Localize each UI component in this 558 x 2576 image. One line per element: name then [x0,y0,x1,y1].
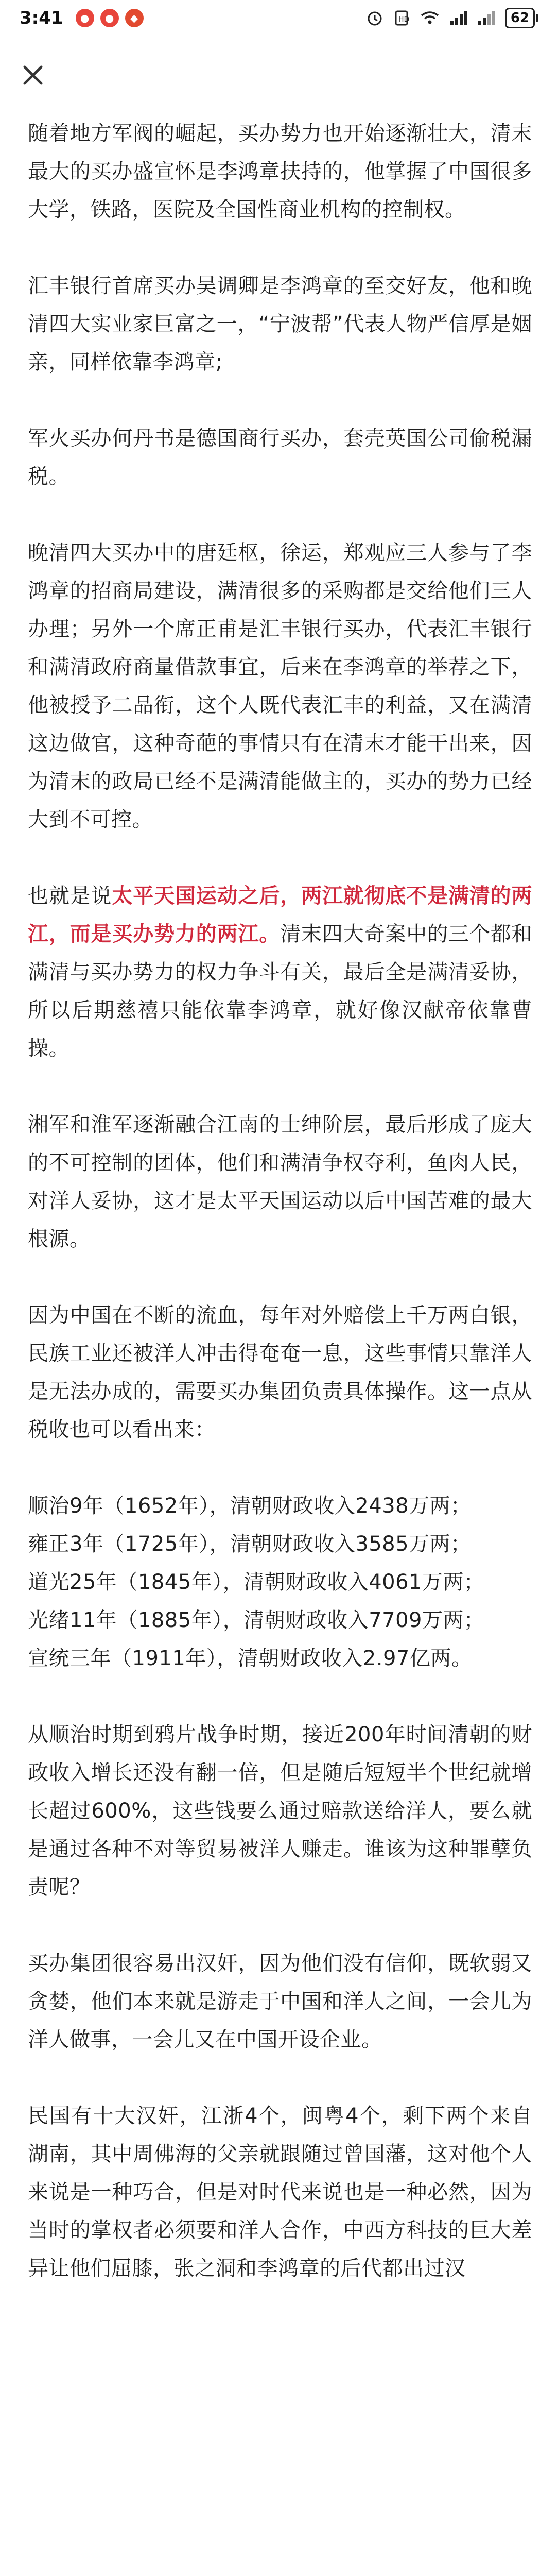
paragraph: 军火买办何丹书是德国商行买办，套壳英国公司偷税漏税。 [28,427,532,488]
paragraph: 湘军和淮军逐渐融合江南的士绅阶层，最后形成了庞大的不可控制的团体，他们和满清争权夺利，鱼肉人民，对洋人妥协，这才是太平天国运动以后中国苦难的最大根源。 [28,1113,532,1251]
top-bar [0,37,558,120]
paragraph-text: 也就是说 [28,884,112,908]
paragraph-text-cut: 屈膝，张之洞和李鸿章的后代都出过汉 [111,2257,466,2280]
paragraph: 随着地方军阀的崛起，买办势力也开始逐渐壮大，清末最大的买办盛宣怀是李鸿章扶持的，他掌握了中国很多大学，铁路，医院及全国性商业机构的控制权。 [28,122,532,222]
paragraph [28,877,532,1067]
sim-icon [393,9,410,27]
highlighted-text: 太平天国运动之后，两江就彻底不是满清的两江，而是买办势力的两江。 [28,884,533,946]
revenue-line: 宣统三年（1911年），清朝财政收入2.97亿两。 [28,1647,473,1670]
paragraph-text: 民国有十大汉奸，江浙4个，闽粤4个，剩下两个来自湖南，其中周佛海的父亲就跟随过曾国藩，这对他个人来说是一种巧合，但是对时代来说也是一种必然，因为当时的掌权者必须要和洋人合作，中西方科技的巨大差异让他们 [28,2104,532,2280]
notification-red-icon: ● [76,9,94,27]
paragraph [28,2097,532,2287]
paragraph: 晚清四大买办中的唐廷枢，徐运，郑观应三人参与了李鸿章的招商局建设，满清很多的采购都是交给他们三人办理；另外一个席正甫是汇丰银行买办，代表汇丰银行和满清政府商量借款事宜，后来在李鸿章的举荐之下，他被授予二品衔，这个人既代表汇丰的利益，又在满清这边做官，这种奇葩的事情只有在清末才能干出来，因为清末的政局已经不是满清能做主的，买办的势力已经大到不可控。 [28,541,532,832]
battery-indicator: 62 [505,8,538,28]
paragraph-text: 清末四大奇案中的三个都和满清与买办势力的权力争斗有关，最后全是满清妥协，所以后期慈禧只能依靠李鸿章，就好像汉献帝依靠曹操。 [28,922,533,1060]
status-time: 3:41 [20,8,63,28]
status-bar [0,0,558,36]
revenue-line: 雍正3年（1725年），清朝财政收入3585万两； [28,1532,472,1556]
notification-red-icon: ● [100,9,119,27]
notification-icons [76,9,144,27]
paragraph: 从顺治时期到鸦片战争时期，接近200年时间清朝的财政收入增长还没有翻一倍，但是随后短短半个世纪就增长超过600%，这些钱要么通过赔款送给洋人，要么就是通过各种不对等贸易被洋人赚走。谁该为这种罪孽负责呢？ [28,1723,532,1899]
svg-text:HD: HD [398,15,410,24]
sns-icon: ◆ [125,9,144,27]
revenue-line: 光绪11年（1885年），清朝财政收入7709万两； [28,1608,485,1632]
revenue-line: 顺治9年（1652年），清朝财政收入2438万两； [28,1494,472,1518]
paragraph: 因为中国在不断的流血，每年对外赔偿上千万两白银，民族工业还被洋人冲击得奄奄一息，这些事情只靠洋人是无法办成的，需要买办集团负责具体操作。这一点从税收也可以看出来： [28,1303,532,1442]
paragraph: 汇丰银行首席买办吴调卿是李鸿章的至交好友，他和晚清四大实业家巨富之一，“宁波帮”代表人物严信厚是姻亲，同样依靠李鸿章; [28,274,532,374]
signal-icon [449,10,468,26]
signal-icon [477,10,496,26]
close-icon[interactable] [18,60,48,91]
revenue-line: 道光25年（1845年），清朝财政收入4061万两； [28,1570,485,1594]
wifi-icon [420,9,440,27]
paragraph: 买办集团很容易出汉奸，因为他们没有信仰，既软弱又贪婪，他们本来就是游走于中国和洋人之间，一会儿为洋人做事，一会儿又在中国开设企业。 [28,1952,532,2052]
article-body [28,114,532,2287]
alarm-icon [366,9,383,27]
